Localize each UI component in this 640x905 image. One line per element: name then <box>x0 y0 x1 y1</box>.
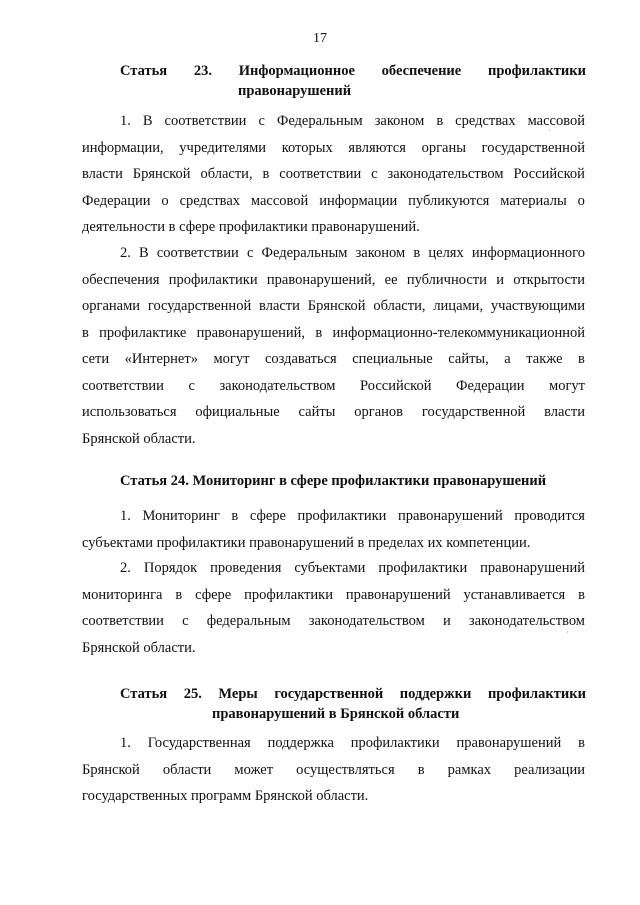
text-word: соответствии <box>156 245 239 261</box>
text-word: обеспечения <box>82 271 160 288</box>
text-word: являются <box>348 139 406 156</box>
text-word: В <box>142 113 153 129</box>
text-word: которых <box>281 139 333 156</box>
text-word: 2. <box>120 245 131 261</box>
text-word: в <box>262 166 270 182</box>
text-word: 2. <box>120 560 131 576</box>
text-word: власти <box>82 166 123 182</box>
text-word: информации, <box>82 139 164 156</box>
text-word: в <box>578 586 585 603</box>
text-word: открытости <box>513 271 585 288</box>
heading-word: профилактики <box>487 686 586 702</box>
text-word: в <box>417 761 425 778</box>
text-word: Брянской области. <box>82 430 196 447</box>
text-word: государственных программ Брянской области. <box>82 788 369 804</box>
text-word: власти <box>544 404 585 420</box>
text-word: деятельности в сфере профилактики правонарушений. <box>82 219 420 235</box>
text-word: в <box>82 324 89 341</box>
text-word: государственной <box>421 404 526 420</box>
text-line <box>82 135 585 162</box>
text-line <box>82 240 585 267</box>
article-25-heading <box>120 684 586 724</box>
text-word: информационного <box>471 245 585 261</box>
text-word: законом <box>374 113 425 129</box>
text-word: правонарушений <box>345 586 451 603</box>
text-word: официальные <box>195 404 280 420</box>
text-word: соответствии <box>82 613 164 629</box>
text-word: соответствии <box>164 113 247 129</box>
text-word: законодательством <box>219 377 336 394</box>
text-word: Федеральным <box>276 113 363 129</box>
heading-word: правонарушений в Брянской области <box>212 706 460 722</box>
text-line <box>82 267 585 294</box>
article-25-paragraph-1 <box>82 730 585 810</box>
text-line <box>82 757 585 784</box>
text-line <box>82 188 585 215</box>
text-word: мониторинга <box>82 586 163 603</box>
text-word: Брянской <box>82 761 140 778</box>
text-line <box>82 346 585 373</box>
text-line <box>82 214 585 241</box>
text-word: законодательством <box>387 166 504 182</box>
text-line <box>82 730 585 757</box>
text-line <box>82 320 585 347</box>
heading-word: 25. <box>183 686 202 702</box>
heading-word: Статья <box>120 686 168 702</box>
text-word: может <box>234 761 274 778</box>
text-word: Брянской <box>132 166 191 182</box>
text-word: соответствии <box>279 166 362 182</box>
text-line <box>82 399 585 426</box>
text-word: в <box>315 324 323 341</box>
text-word: профилактике <box>99 324 187 341</box>
text-word: с <box>188 377 195 394</box>
text-word: массовой <box>527 113 585 129</box>
text-word: государственной <box>147 298 252 314</box>
heading-word: Статья <box>120 63 168 79</box>
heading-word: государственной <box>274 686 384 702</box>
text-word: целях <box>428 245 464 261</box>
text-line <box>82 503 585 530</box>
text-word: государственной <box>481 139 585 156</box>
text-word: ее <box>384 271 398 288</box>
text-word: Брянской области. <box>82 639 196 656</box>
heading-line <box>120 81 586 101</box>
article-23-paragraph-1 <box>82 108 585 241</box>
heading-word: Меры <box>218 686 258 702</box>
text-word: Федерации <box>82 192 151 209</box>
text-word: Порядок <box>143 560 198 576</box>
text-word: рамках <box>447 761 492 778</box>
text-line <box>82 783 585 810</box>
text-line <box>82 530 585 557</box>
text-word: правонарушений, <box>266 271 376 288</box>
text-word: профилактики <box>297 508 387 524</box>
text-word: в <box>578 735 585 751</box>
heading-word: обеспечение <box>381 63 462 79</box>
text-word: проводится <box>514 508 585 524</box>
text-line <box>82 161 585 188</box>
text-word: о <box>577 192 585 209</box>
text-word: Федерации <box>456 377 525 394</box>
text-word: а <box>504 351 511 367</box>
text-word: специальные <box>352 351 433 367</box>
text-word: средствах <box>179 192 240 209</box>
text-line <box>82 426 585 453</box>
text-word: профилактики <box>168 271 258 288</box>
text-word: и <box>496 271 504 288</box>
text-line <box>82 555 585 582</box>
article-24-heading <box>120 471 586 491</box>
text-word: информации <box>319 192 398 209</box>
text-line <box>82 582 585 609</box>
heading-line <box>120 471 586 491</box>
text-word: сети <box>82 351 110 367</box>
text-word: лицами, <box>433 298 484 314</box>
heading-word: 23. <box>193 63 212 79</box>
text-word: материалы <box>500 192 567 209</box>
text-word: профилактики <box>350 735 440 751</box>
text-word: создаваться <box>264 351 337 367</box>
text-word: правонарушений <box>456 735 562 751</box>
text-word: с <box>246 245 254 261</box>
text-word: поддержка <box>267 735 334 751</box>
text-word: законодательством <box>308 613 425 629</box>
text-word: публикуются <box>408 192 490 209</box>
text-word: органами <box>82 298 141 314</box>
scan-speck: ˙ <box>566 630 569 640</box>
text-line <box>82 293 585 320</box>
text-word: сфере <box>195 586 232 603</box>
text-line <box>82 608 585 635</box>
text-word: Брянской <box>307 298 366 314</box>
text-word: также <box>526 351 563 367</box>
text-line <box>82 373 585 400</box>
text-word: с <box>182 613 189 629</box>
article-23-paragraph-2 <box>82 240 585 452</box>
article-23-heading <box>120 61 586 101</box>
text-word: соответствии <box>82 377 164 394</box>
text-line <box>82 108 585 135</box>
text-word: в <box>175 586 183 603</box>
text-word: 1. <box>120 113 131 129</box>
heading-word: правонарушений <box>238 83 352 99</box>
text-word: Российской <box>360 377 432 394</box>
text-word: Федеральным <box>261 245 348 261</box>
scan-speck: ˙ <box>548 128 551 138</box>
text-word: массовой <box>250 192 309 209</box>
text-word: использоваться <box>82 404 177 420</box>
text-word: власти <box>259 298 300 314</box>
text-word: учредителями <box>179 139 267 156</box>
text-word: сайты, <box>448 351 489 367</box>
text-word: законодательством <box>468 613 585 629</box>
text-word: профилактики <box>378 560 468 576</box>
text-word: Государственная <box>147 735 251 751</box>
text-word: информационно-телекоммуникационной <box>332 324 585 341</box>
text-word: могут <box>549 377 585 394</box>
article-24-paragraph-1 <box>82 503 585 556</box>
text-word: правонарушений <box>397 508 503 524</box>
text-word: реализации <box>514 761 585 778</box>
heading-line <box>120 61 586 81</box>
text-word: публичности <box>406 271 487 288</box>
heading-word: Информационное <box>238 63 355 79</box>
text-word: с <box>371 166 378 182</box>
text-word: и <box>442 613 451 629</box>
text-word: 1. <box>120 735 131 751</box>
text-word: в <box>413 245 421 261</box>
text-word: «Интернет» <box>124 351 198 367</box>
heading-word: поддержки <box>399 686 472 702</box>
text-word: законом <box>355 245 406 261</box>
text-word: в <box>578 351 585 367</box>
text-word: органов <box>354 404 404 420</box>
text-word: с <box>258 113 265 129</box>
text-word: о <box>161 192 169 209</box>
text-word: участвующими <box>490 298 585 314</box>
text-word: могут <box>213 351 250 367</box>
text-word: правонарушений, <box>196 324 306 341</box>
text-word: области <box>162 761 212 778</box>
text-word: органы <box>421 139 466 156</box>
text-word: устанавливается <box>463 586 566 603</box>
text-word: правонарушений <box>480 560 585 576</box>
text-word: осуществляться <box>296 761 395 778</box>
text-word: профилактики <box>244 586 333 603</box>
text-word: федеральным <box>206 613 291 629</box>
text-word: субъектами <box>294 560 366 576</box>
page-number: 17 <box>313 31 327 46</box>
text-word: 1. <box>120 508 131 524</box>
text-word: сайты <box>298 404 336 420</box>
text-word: средствах <box>455 113 516 129</box>
text-word: Российской <box>513 166 585 182</box>
heading-line <box>120 704 586 724</box>
text-word: В <box>139 245 149 261</box>
text-word: сфере <box>249 508 286 524</box>
text-word: области, <box>200 166 253 182</box>
heading-word: профилактики <box>487 63 586 79</box>
text-word: проведения <box>210 560 282 576</box>
text-word: субъектами профилактики правонарушений в пределах их компетенции. <box>82 534 531 551</box>
text-word: в <box>231 508 239 524</box>
text-word: области, <box>373 298 426 314</box>
text-word: Мониторинг <box>142 508 220 524</box>
text-word: в <box>436 113 444 129</box>
article-24-paragraph-2 <box>82 555 585 661</box>
heading-line <box>120 684 586 704</box>
text-line <box>82 635 585 662</box>
heading-word: Статья 24. Мониторинг в сфере профилактики правонарушений <box>120 473 547 489</box>
